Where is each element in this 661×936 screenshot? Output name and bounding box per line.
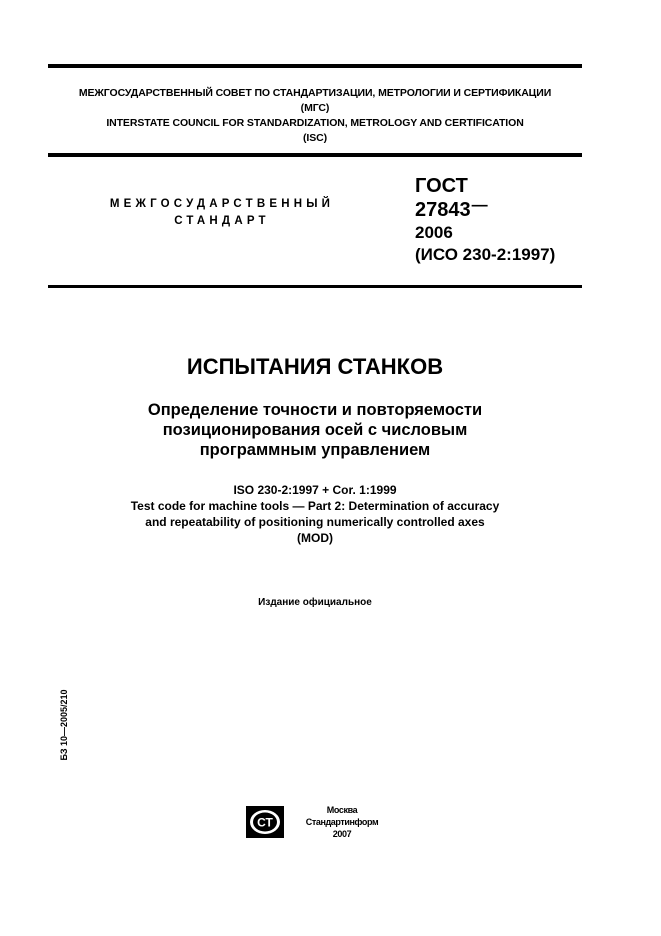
council-header: [48, 86, 582, 146]
iso-reference-line: Test code for machine tools — Part 2: Determination of accuracy: [130, 499, 500, 513]
council-en-name: INTERSTATE COUNCIL FOR STANDARDIZATION, METROLOGY AND CERTIFICATION: [106, 117, 524, 129]
standard-type-line2: СТАНДАРТ: [174, 215, 270, 227]
top-rule: [48, 64, 582, 68]
subtitle-line: Определение точности и повторяемости: [147, 401, 483, 419]
gost-iso-equivalent: (ИСО 230-2:1997): [415, 245, 556, 264]
council-ru-abbr: (МГС): [300, 102, 330, 114]
designation-rule: [48, 285, 582, 288]
iso-reference-line: ISO 230-2:1997 + Cor. 1:1999: [233, 483, 397, 497]
standartinform-logo-icon: [246, 806, 284, 838]
gost-designation: [415, 174, 555, 266]
page-title: ИСПЫТАНИЯ СТАНКОВ: [186, 354, 444, 379]
side-code-text: БЗ 10—2005/210: [59, 689, 69, 761]
gost-dash: —: [471, 197, 488, 214]
iso-reference-line: and repeatability of positioning numerically controlled axes: [145, 515, 485, 529]
publisher-name: Стандартинформ: [305, 817, 379, 827]
gost-number: 27843: [415, 199, 471, 221]
gost-label: ГОСТ: [415, 175, 468, 197]
publisher-info: [287, 804, 397, 840]
edition-label: Издание официальное: [258, 597, 372, 608]
subtitle-line: позиционирования осей с числовым: [162, 421, 468, 439]
iso-reference-line: (MOD): [297, 531, 333, 545]
header-rule: [48, 153, 582, 157]
publisher-city: Москва: [326, 805, 358, 815]
subtitle: [48, 400, 582, 460]
council-en-abbr: (ISC): [303, 132, 327, 144]
gost-year: 2006: [415, 223, 453, 242]
logo-text: СТ: [257, 815, 273, 830]
gost-number-row: [415, 198, 555, 222]
publisher-year: 2007: [332, 829, 352, 839]
subtitle-line: программным управлением: [199, 441, 431, 459]
standard-type-line1: МЕЖГОСУДАРСТВЕННЫЙ: [109, 198, 335, 210]
council-ru-name: МЕЖГОСУДАРСТВЕННЫЙ СОВЕТ ПО СТАНДАРТИЗАЦИИ, МЕТРОЛОГИИ И СЕРТИФИКАЦИИ: [78, 87, 552, 99]
iso-reference: [48, 482, 582, 546]
standard-type: [90, 196, 354, 230]
